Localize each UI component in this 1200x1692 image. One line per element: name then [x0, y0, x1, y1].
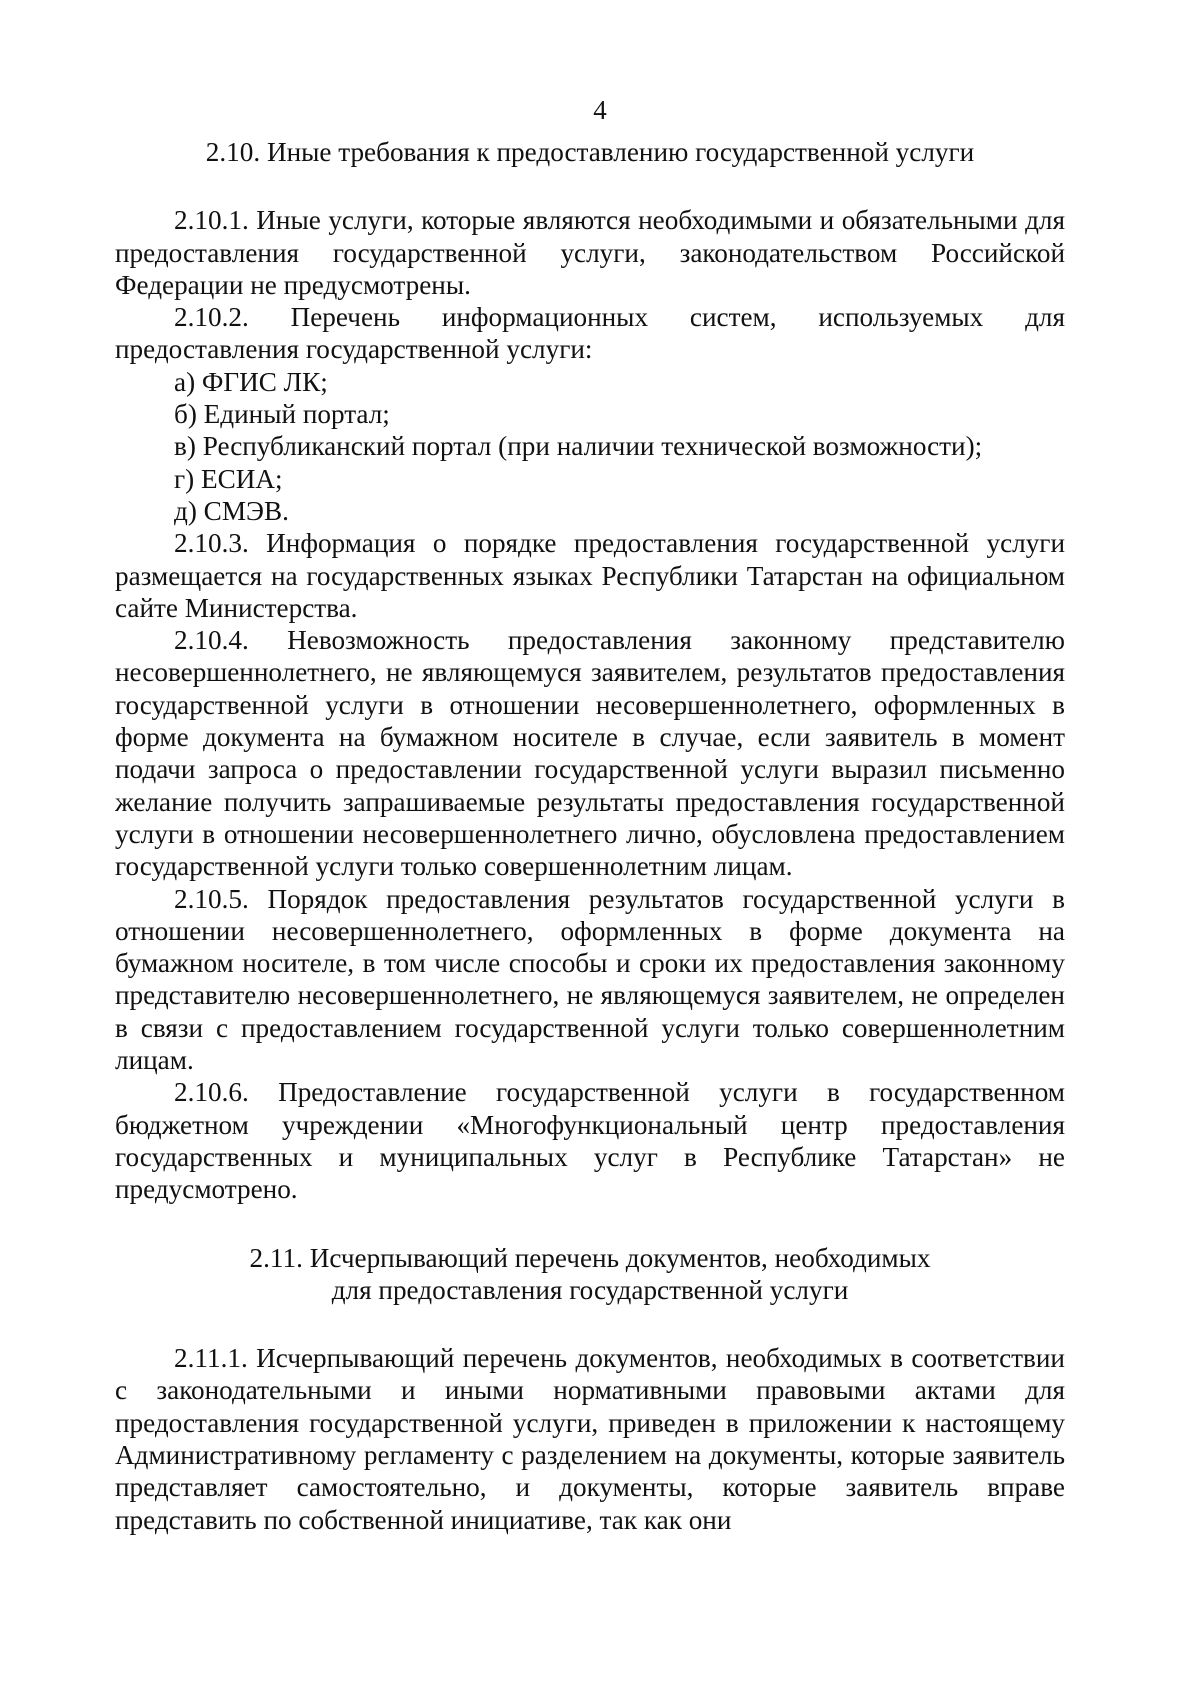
paragraph-2-11-1: 2.11.1. Исчерпывающий перечень документов, необходимых в соответствии с законодательными и иными нормативными правовыми актами для предоставления государственной услуги, приведен в приложении к настоящему Административному регламенту с разделением на документы, которые заявитель представляет самостоятельно, и документы, которые заявитель вправе представить по собственной инициативе, так как они — [115, 1343, 1065, 1535]
paragraph-2-10-2: 2.10.2. Перечень информационных систем, используемых для предоставления государственной услуги: — [115, 302, 1065, 365]
list-item: г) ЕСИА; — [174, 463, 283, 494]
section-heading-2-11-line-1: 2.11. Исчерпывающий перечень документов, необходимых — [249, 1242, 931, 1273]
paragraph-2-10-5: 2.10.5. Порядок предоставления результатов государственной услуги в отношении несовершеннолетнего, оформленных в форме документа на бумажном носителе, в том числе способы и сроки их предоставления законному представителю несовершеннолетнего, не являющемуся заявителем, не определен в связи с предоставлением государственной услуги только совершеннолетним лицам. — [115, 883, 1065, 1076]
spacer — [115, 1206, 1065, 1242]
paragraph-2-10-3: 2.10.3. Информация о порядке предоставления государственной услуги размещается на государственных языках Республики Татарстан на официальном сайте Министерства. — [115, 528, 1065, 623]
page-number: 4 — [593, 95, 607, 125]
section-heading-2-10-text: 2.10. Иные требования к предоставлению государственной услуги — [205, 137, 975, 167]
paragraph-2-10-1: 2.10.1. Иные услуги, которые являются необходимыми и обязательными для предоставления государственной услуги, законодательством Российской Федерации не предусмотрены. — [115, 205, 1065, 300]
spacer — [115, 1306, 1065, 1342]
document-body — [115, 136, 1065, 1536]
paragraph-2-10-4: 2.10.4. Невозможность предоставления законному представителю несовершеннолетнего, не являющемуся заявителем, результатов предоставления государственной услуги в отношении несовершеннолетнего, оформленных в форме документа на бумажном носителе в случае, если заявитель в момент подачи запроса о предоставлении государственной услуги выразил письменно желание получить запрашиваемые результаты предоставления государственной услуги в отношении несовершеннолетнего лично, обусловлена предоставлением государственной услуги только совершеннолетним лицам. — [115, 625, 1065, 882]
spacer — [115, 168, 1065, 204]
section-heading-2-11-line-2: для предоставления государственной услуги — [331, 1274, 849, 1305]
list-item: в) Республиканский портал (при наличии технической возможности); — [174, 431, 983, 462]
section-heading-2-11 — [115, 1242, 1065, 1307]
section-heading-2-10 — [115, 136, 1065, 168]
paragraph-2-10-6: 2.10.6. Предоставление государственной услуги в государственном бюджетном учреждении «Многофункциональный центр предоставления государственных и муниципальных услуг в Республике Татарстан» не предусмотрено. — [115, 1077, 1065, 1205]
list-item: а) ФГИС ЛК; — [174, 366, 328, 397]
list-item: д) СМЭВ. — [174, 495, 289, 526]
list-item: б) Единый портал; — [174, 399, 390, 430]
